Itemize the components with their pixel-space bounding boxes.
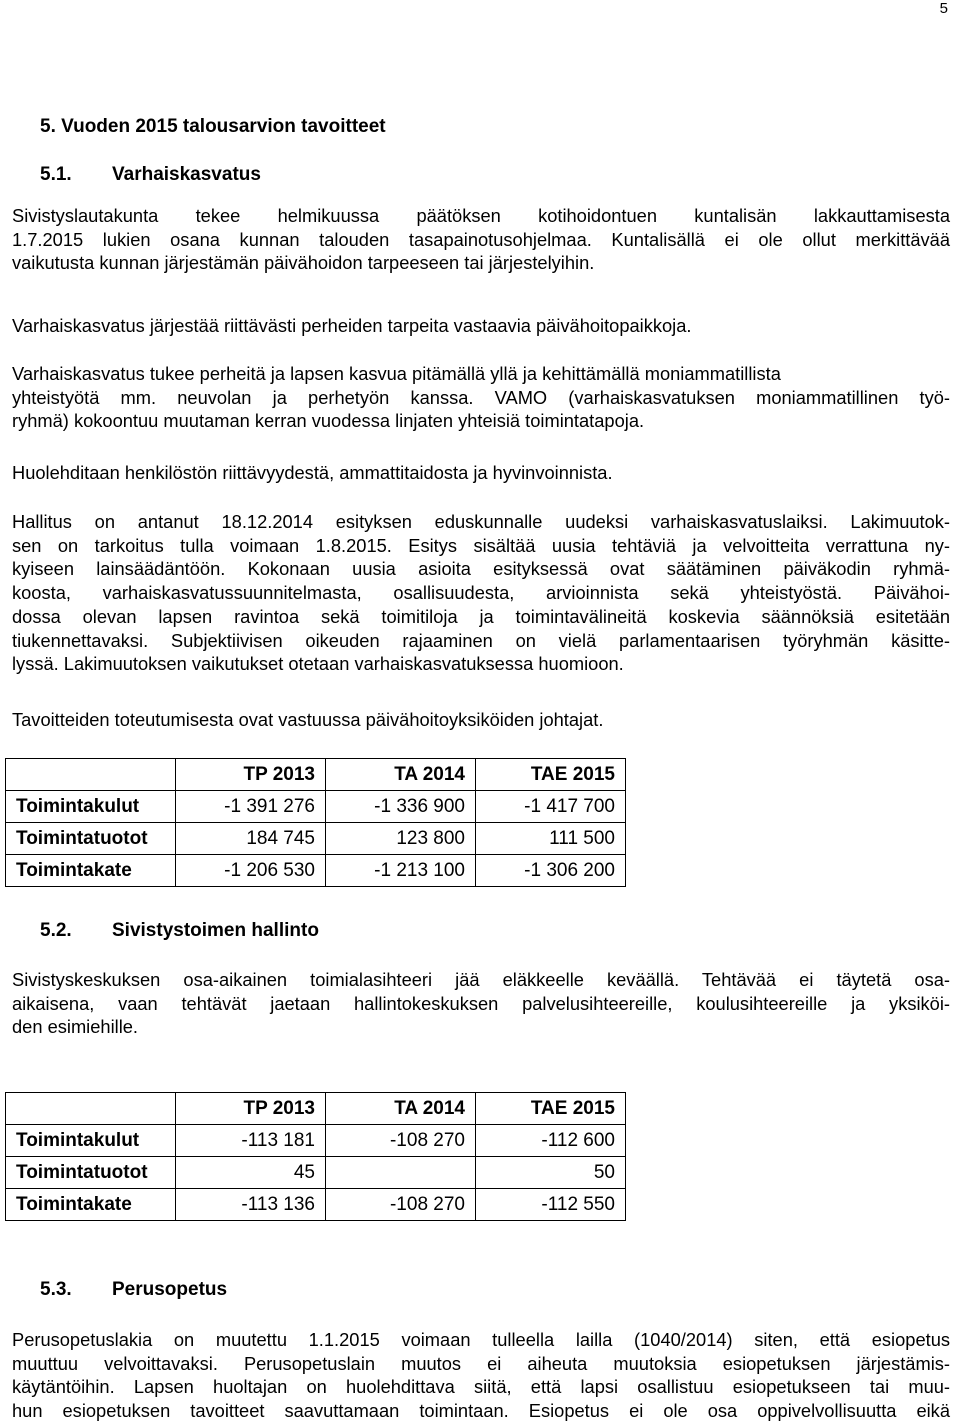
table-cell: -1 206 530 [176,855,326,887]
table-cell: -1 213 100 [326,855,476,887]
table-header-row [6,1093,626,1125]
table-cell: -113 136 [176,1189,326,1221]
text-line: Tavoitteiden toteutumisesta ovat vastuussa päivähoitoyksiköiden johtajat. [12,709,604,730]
page-number: 5 [939,0,948,17]
subsection-title: Varhaiskasvatus [112,164,261,185]
subsection-heading-5-1 [40,163,261,187]
header-cell: TAE 2015 [476,1093,626,1125]
text-line: kyiseen lainsäädäntöön. Kokonaan uusia asioita esityksessä ovat säätäminen päiväkodin ryhmä- [12,558,950,580]
text-line: Perusopetuslakia on muutettu 1.1.2015 voimaan tulleella lailla (1040/2014) siten, että esiopetus [12,1329,950,1350]
text-line: dossa olevan lapsen ravintoa sekä toimitiloja ja toimintavälineitä koskevia säännöksiä esitetään [12,605,950,627]
header-cell: TAE 2015 [476,759,626,791]
subsection-heading-5-3 [40,1278,227,1302]
paragraph [12,708,950,732]
table-cell: -112 550 [476,1189,626,1221]
table-cell [326,1157,476,1189]
subsection-number: 5.3. [40,1279,72,1300]
table-header-row [6,759,626,791]
text-line: käytäntöihin. Lapsen huoltajan on huolehdittava siitä, että lapsi osallistuu esiopetukseen tai muu- [12,1376,950,1398]
row-label: Toimintakulut [6,1125,176,1157]
text-line: Varhaiskasvatus tukee perheitä ja lapsen kasvua pitämällä yllä ja kehittämällä moniammatillista [12,363,781,384]
text-line: aikaisena, vaan tehtävät jaetaan hallintokeskuksen palvelusihteereille, koulusihteereille ja yksiköi- [12,992,950,1014]
subsection-title: Sivistystoimen hallinto [112,920,319,941]
header-cell: TP 2013 [176,759,326,791]
table-cell: 111 500 [476,823,626,855]
subsection-number: 5.2. [40,920,72,941]
table-row [6,1125,626,1157]
text-line: yhteistyötä mm. neuvolan ja perhetyön kanssa. VAMO (varhaiskasvatuksen moniammatillinen työ- [12,386,950,408]
table-row [6,1157,626,1189]
table-cell: -113 181 [176,1125,326,1157]
table-row [6,791,626,823]
paragraph [12,968,950,1039]
finance-table [5,1092,626,1221]
text-line: den esimiehille. [12,1016,139,1038]
text-line: koosta, varhaiskasvatussuunnitelmasta, osallisuudesta, arvioinnista sekä yhteistyöstä. Päivähoi- [12,582,950,604]
finance-table [5,758,626,887]
row-label: Toimintakate [6,855,176,887]
text-line: Hallitus on antanut 18.12.2014 esityksen eduskunnalle uudeksi varhaiskasvatuslaiksi. Lakimuutok- [12,511,950,532]
section-title: 5. Vuoden 2015 talousarvion tavoitteet [40,116,386,137]
subsection-title: Perusopetus [112,1279,228,1300]
text-line: 1.7.2015 lukien osana kunnan talouden tasapainotusohjelmaa. Kuntalisällä ei ole ollut merkittävää [12,228,950,250]
table-cell: 184 745 [176,823,326,855]
text-line: hun esiopetuksen tavoitteet saavuttamaan toimintaan. Esiopetus ei ole osa oppivelvollisuutta eikä [12,1400,950,1422]
table-cell: -1 306 200 [476,855,626,887]
paragraph [12,314,950,338]
table-row [6,823,626,855]
text-line: Varhaiskasvatus järjestää riittävästi perheiden tarpeita vastaavia päivähoitopaikkoja. [12,315,692,336]
paragraph [12,510,950,676]
header-cell [6,1093,176,1125]
row-label: Toimintakate [6,1189,176,1221]
text-line: lyssä. Lakimuutoksen vaikutukset otetaan varhaiskasvatuksessa huomioon. [12,653,624,675]
header-cell: TP 2013 [176,1093,326,1125]
table-row [6,1189,626,1221]
table-cell: -108 270 [326,1125,476,1157]
text-line: Sivistyskeskuksen osa-aikainen toimialasihteeri jää eläkkeelle keväällä. Tehtävää ei täytetä osa- [12,969,950,990]
row-label: Toimintatuotot [6,1157,176,1189]
table-cell: 45 [176,1157,326,1189]
table-cell: 50 [476,1157,626,1189]
paragraph [12,204,950,275]
subsection-number: 5.1. [40,164,72,185]
row-label: Toimintakulut [6,791,176,823]
table-cell: -108 270 [326,1189,476,1221]
text-line: Huolehditaan henkilöstön riittävyydestä, ammattitaidosta ja hyvinvoinnista. [12,462,613,483]
paragraph [12,1328,950,1423]
row-label: Toimintatuotot [6,823,176,855]
paragraph [12,461,950,485]
table-cell: -1 417 700 [476,791,626,823]
subsection-heading-5-2 [40,919,319,943]
table-cell: -1 336 900 [326,791,476,823]
text-line: muuttuu velvoittavaksi. Perusopetuslain muutos ei aiheuta muutoksia esiopetuksen järjestämis- [12,1352,950,1374]
text-line: ryhmä) kokoontuu muutaman kerran vuodessa linjaten yhteisiä toimintatapoja. [12,410,645,432]
header-cell: TA 2014 [326,759,476,791]
paragraph [12,362,950,433]
text-line: Sivistyslautakunta tekee helmikuussa päätöksen kotihoidontuen kuntalisän lakkauttamisesta [12,205,950,226]
table-cell: 123 800 [326,823,476,855]
table-cell: -1 391 276 [176,791,326,823]
table-row [6,855,626,887]
header-cell [6,759,176,791]
table-cell: -112 600 [476,1125,626,1157]
text-line: tiukennettavaksi. Subjektiivisen oikeuden rajaaminen on vielä parlamentaarisen työryhmän käsitte- [12,629,950,651]
text-line: sen on tarkoitus tulla voimaan 1.8.2015. Esitys sisältää uusia tehtäviä ja velvoitteita verrattuna ny- [12,534,950,556]
header-cell: TA 2014 [326,1093,476,1125]
text-line: vaikutusta kunnan järjestämän päivähoidon tarpeeseen tai järjestelyihin. [12,252,595,274]
